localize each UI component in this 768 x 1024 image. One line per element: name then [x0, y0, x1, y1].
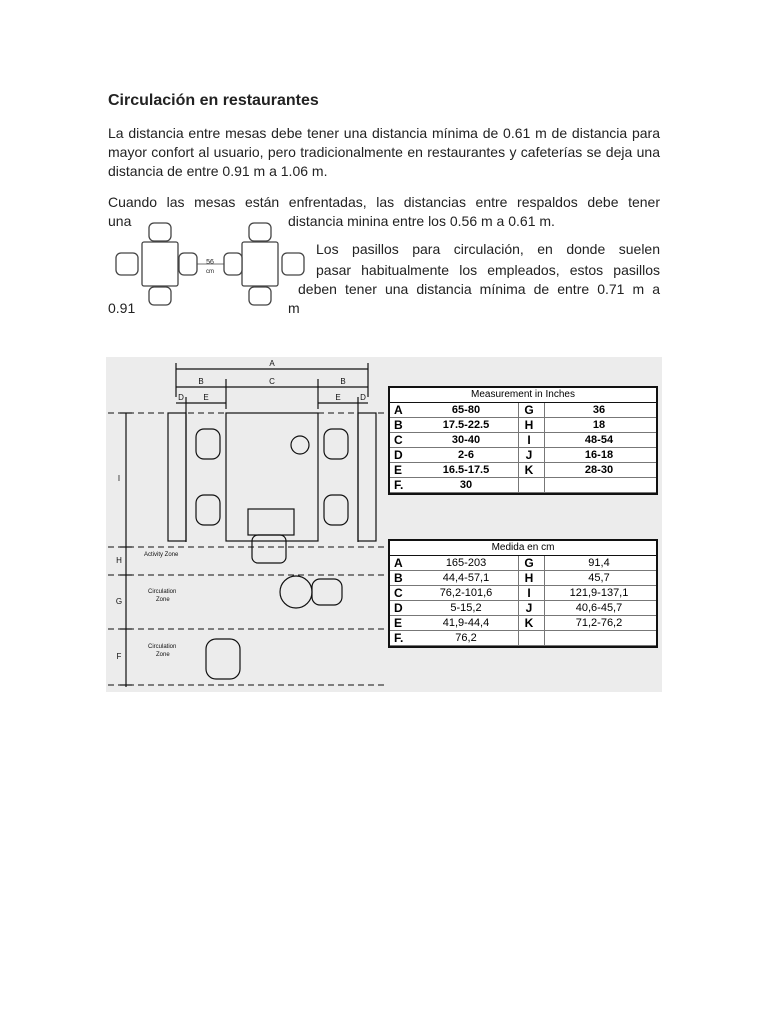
dimension-unit: cm — [206, 269, 214, 275]
table-row: C 30-40 I 48-54 — [390, 433, 656, 448]
table-header: Measurement in Inches — [390, 388, 656, 403]
tables-spacing-figure — [112, 220, 308, 312]
measurement-cm-table — [388, 539, 658, 648]
paragraph-facing-tables-line1: Cuando las mesas están enfrentadas, las distancias entre respaldos debe tener — [108, 194, 660, 210]
dimension-value: 56 — [206, 259, 214, 266]
circulation-zone-1-label-a: Circulation — [148, 589, 177, 595]
paragraph-facing-tables-line2a: una — [108, 213, 132, 229]
dim-a-label: A — [269, 359, 275, 368]
paragraph-facing-tables-line2b: distancia minina entre los 0.56 m a 0.61 m. — [288, 213, 555, 229]
paragraph-aisles-line4b: m — [288, 300, 300, 316]
table-row: C 76,2-101,6 I 121,9-137,1 — [390, 586, 656, 601]
table-row: B 17.5-22.5 H 18 — [390, 418, 656, 433]
table-row: F. 76,2 — [390, 631, 656, 646]
table-row: F. 30 — [390, 478, 656, 493]
dim-d-label-left: D — [178, 393, 184, 402]
table-row: D 2-6 J 16-18 — [390, 448, 656, 463]
dim-g-label: G — [115, 597, 123, 606]
paragraph-aisles-line1: Los pasillos para circulación, en donde suelen — [316, 241, 660, 257]
dim-i-label: I — [117, 474, 121, 483]
measurement-inches-table — [388, 386, 658, 495]
dim-d-label-right: D — [360, 393, 366, 402]
circulation-zone-2-label-b: Zone — [156, 652, 170, 658]
paragraph-aisles-line3: deben tener una distancia mínima de entre 0.71 m a — [298, 281, 660, 297]
table-row: E 16.5-17.5 K 28-30 — [390, 463, 656, 478]
page-title: Circulación en restaurantes — [108, 92, 319, 109]
paragraph-aisles-line4a: 0.91 — [108, 300, 136, 316]
table-row: E 41,9-44,4 K 71,2-76,2 — [390, 616, 656, 631]
dim-b-label-left: B — [198, 377, 204, 386]
dim-f-label: F — [116, 652, 122, 661]
paragraph-aisles-line2: pasar habitualmente los empleados, estos pasillos — [316, 262, 660, 278]
dim-c-label: C — [269, 377, 275, 386]
table-row: D 5-15,2 J 40,6-45,7 — [390, 601, 656, 616]
dim-e-label-left: E — [203, 393, 209, 402]
dim-h-label: H — [116, 556, 122, 565]
dim-e-label-right: E — [335, 393, 341, 402]
table-row: A 65-80 G 36 — [390, 403, 656, 418]
table-header: Medida en cm — [390, 541, 656, 556]
circulation-zone-1-label-b: Zone — [156, 597, 170, 603]
table-row: A 165-203 G 91,4 — [390, 556, 656, 571]
dim-b-label-right: B — [340, 377, 346, 386]
activity-zone-label: Activity Zone — [144, 552, 179, 558]
paragraph-table-distance: La distancia entre mesas debe tener una distancia mínima de 0.61 m de distancia para mayor confort al usuario, pero tradicionalmente en restaurantes y cafeterías se deja una distancia de entre 0.91 m a 1.06 m. — [108, 125, 660, 179]
table-row: B 44,4-57,1 H 45,7 — [390, 571, 656, 586]
restaurant-circulation-figure — [106, 357, 662, 692]
circulation-zone-2-label-a: Circulation — [148, 644, 177, 650]
